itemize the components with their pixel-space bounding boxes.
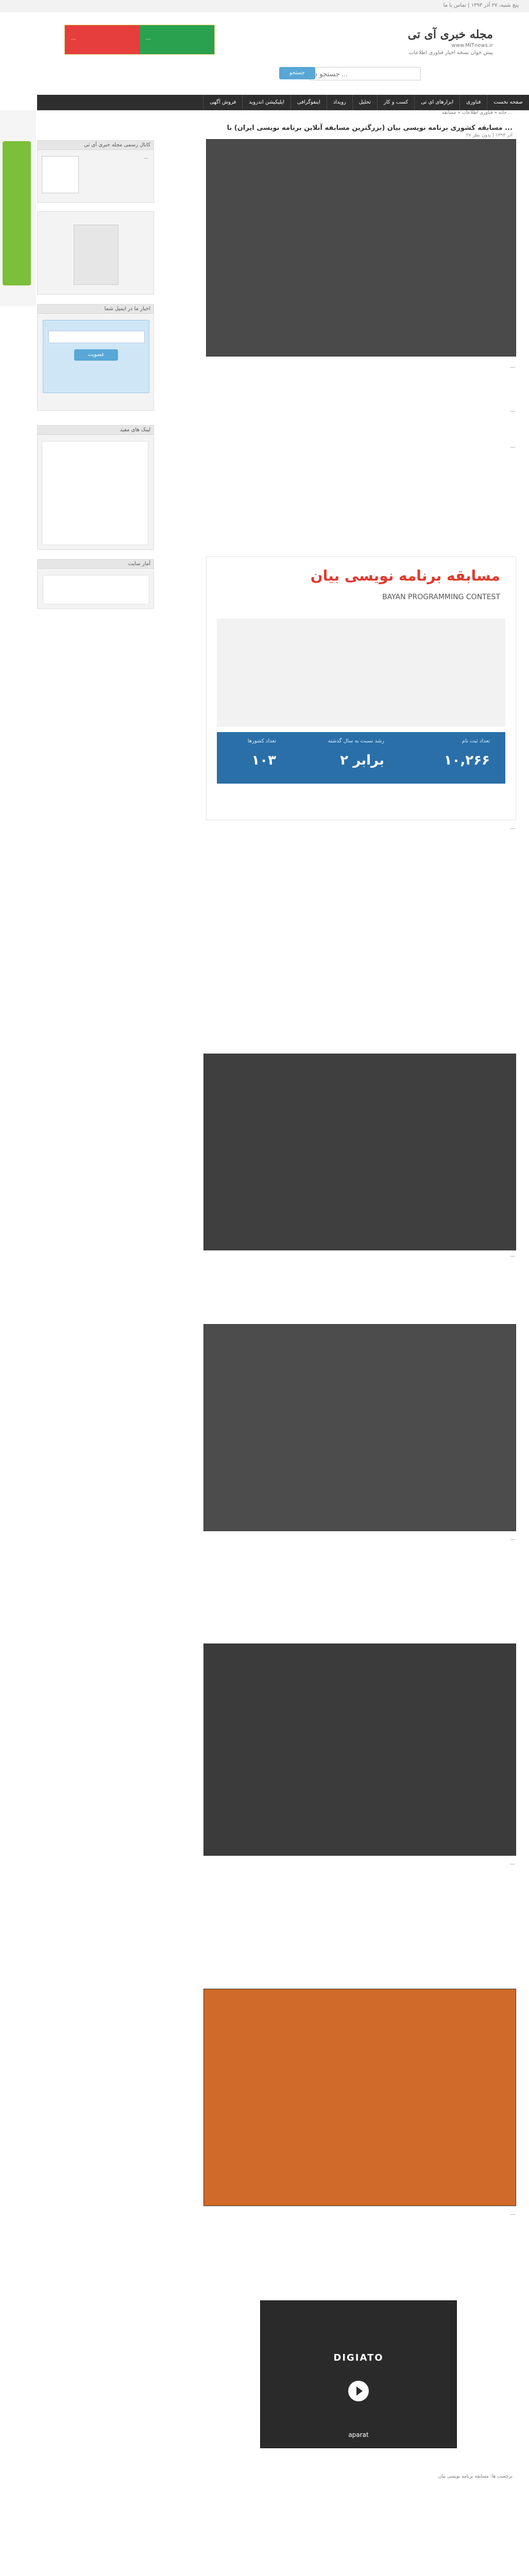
article-title: مسابقه کشوری برنامه نویسی بیان (بزرگترین مسابقه آنلاین برنامه نویسی ایران) با ...	[227, 124, 513, 132]
contest-banner-subtitle: BAYAN PROGRAMMING CONTEST	[382, 593, 500, 601]
contest-banner	[206, 556, 516, 820]
android-promo	[37, 211, 154, 295]
newsletter-subscribe-button[interactable]: عضویت	[74, 349, 118, 361]
newsletter-box	[43, 320, 149, 393]
nav-item[interactable]: تحلیل	[352, 95, 377, 110]
article-paragraph-4: ...	[510, 825, 515, 831]
site-title: مجله خبری آی تی	[407, 28, 493, 41]
nav-item[interactable]: رویداد	[327, 95, 352, 110]
contest-banner-footer	[217, 789, 505, 815]
search-button[interactable]: جستجو	[279, 67, 315, 79]
newsletter-email-input[interactable]	[48, 331, 145, 343]
telegram-widget-text: ...	[144, 155, 148, 160]
left-rail	[0, 110, 36, 306]
stats-list	[43, 575, 149, 604]
left-rail-badge[interactable]	[3, 141, 31, 285]
newsletter-widget	[37, 304, 154, 411]
site-subtitle: www.MITnews.ir	[451, 43, 493, 48]
article-paragraph-3: ...	[510, 444, 515, 449]
links-list	[42, 441, 148, 545]
top-ad-right[interactable]: ...	[140, 25, 214, 54]
video-logo: DIGIATO	[333, 2352, 384, 2363]
nav-item[interactable]: اینفوگرافی	[291, 95, 327, 110]
contest-stat-2: ۲ برابر	[340, 753, 384, 768]
nav-item[interactable]: فروش آگهی	[203, 95, 242, 110]
contest-banner-title: مسابقه برنامه نویسی بیان	[310, 567, 500, 584]
stats-widget	[37, 559, 154, 609]
contest-stats	[217, 732, 505, 784]
article-paragraph-1: ...	[510, 364, 515, 369]
play-icon[interactable]	[348, 2381, 369, 2401]
header	[0, 12, 529, 95]
top-bar	[0, 0, 529, 13]
qr-code	[42, 156, 79, 193]
article-paragraph-2: ...	[510, 408, 515, 413]
main-nav	[37, 95, 529, 110]
contest-banner-head	[207, 557, 516, 614]
nav-item[interactable]: کسب و کار	[377, 95, 414, 110]
telegram-widget-title: کانال رسمی مجله خبری آی تی	[38, 141, 153, 150]
article-paragraph-8: ...	[510, 2211, 515, 2216]
site-logo[interactable]	[380, 28, 493, 59]
search-input[interactable]	[310, 67, 421, 80]
android-promo-image[interactable]	[74, 225, 118, 285]
breadcrumb[interactable]: خانه » فناوری اطلاعات » مسابقه ...	[442, 110, 513, 115]
newsletter-title: اخبار ما در ایمیل شما	[38, 304, 153, 314]
nav-item[interactable]: اپلیکیشن اندروید	[242, 95, 291, 110]
article-meta: ۲۷ آذر ۱۳۹۳ | بدون نظر	[466, 133, 513, 138]
article-paragraph-6: ...	[510, 1536, 515, 1541]
video-brand: aparat	[348, 2431, 369, 2438]
contest-stat-2-label: رشد نسبت به سال گذشته	[328, 738, 384, 744]
article-image-1	[206, 139, 516, 357]
links-widget	[37, 425, 154, 550]
top-ad-left[interactable]: ...	[65, 25, 140, 54]
top-bar-text: پنج شنبه، ۲۷ آذر ۱۳۹۳ | تماس با ما	[443, 3, 519, 8]
nav-item[interactable]: ابزارهای ای تی	[414, 95, 459, 110]
site-tagline: پیش خوان نسخه اخبار فناوری اطلاعات	[409, 50, 493, 56]
tags-row[interactable]: برچسب ها: مسابقه برنامه نویسی بیان	[438, 2474, 513, 2479]
nav-item[interactable]: صفحه نخست	[487, 95, 529, 110]
stats-widget-title: آمار سایت	[38, 560, 153, 569]
nav-item[interactable]: فناوری	[459, 95, 487, 110]
article-paragraph-5: ...	[510, 1252, 515, 1258]
contest-stat-3-label: تعداد کشورها	[247, 738, 276, 744]
top-ad-banner[interactable]	[64, 25, 215, 55]
article-image-4	[203, 1643, 516, 1856]
article-image-2	[203, 1054, 516, 1250]
article-video[interactable]	[260, 2300, 457, 2448]
contest-stat-3: ۱۰۳	[251, 753, 276, 768]
article-paragraph-7: ...	[510, 1860, 515, 1866]
article-image-3	[203, 1324, 516, 1531]
contest-flags-grid	[217, 619, 505, 727]
contest-stat-1: ۱۰,۲۶۶	[443, 753, 490, 768]
contest-stat-1-label: تعداد ثبت نام	[462, 738, 490, 744]
links-widget-title: لینک های مفید	[38, 426, 153, 435]
article-image-5	[203, 1989, 516, 2206]
telegram-widget	[37, 140, 154, 203]
